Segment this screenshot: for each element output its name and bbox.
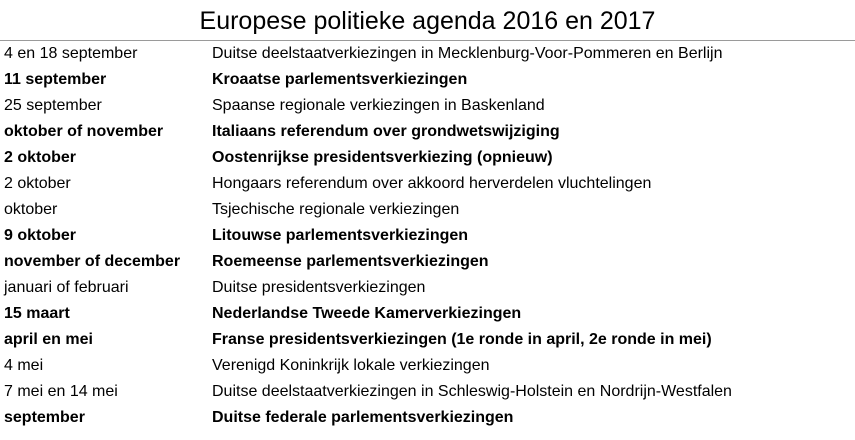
event-description: Franse presidentsverkiezingen (1e ronde in april, 2e ronde in mei) [212, 331, 712, 348]
table-row [0, 327, 855, 353]
table-row [0, 93, 855, 119]
table-row [0, 197, 855, 223]
event-description: Nederlandse Tweede Kamerverkiezingen [212, 305, 522, 322]
event-description: Spaanse regionale verkiezingen in Baskenland [212, 97, 545, 114]
event-date: 25 september [4, 97, 102, 114]
event-date: september [4, 409, 85, 426]
event-description: Litouwse parlementsverkiezingen [212, 227, 469, 244]
page-title: Europese politieke agenda 2016 en 2017 [199, 7, 656, 35]
table-row [0, 405, 855, 431]
event-date: 2 oktober [4, 149, 77, 166]
event-description: Duitse deelstaatverkiezingen in Schleswig-Holstein en Nordrijn-Westfalen [212, 383, 732, 400]
event-date: 4 mei [4, 357, 44, 374]
event-date: 2 oktober [4, 175, 71, 192]
table-row [0, 119, 855, 145]
event-date: 4 en 18 september [4, 45, 138, 62]
event-date: 11 september [4, 71, 107, 88]
table-row [0, 275, 855, 301]
table-row [0, 353, 855, 379]
event-description: Duitse federale parlementsverkiezingen [212, 409, 514, 426]
table-row [0, 145, 855, 171]
event-description: Oostenrijkse presidentsverkiezing (opnieuw) [212, 149, 553, 166]
table-row [0, 301, 855, 327]
event-date: 9 oktober [4, 227, 77, 244]
table-row [0, 171, 855, 197]
table-row [0, 41, 855, 67]
event-date: 7 mei en 14 mei [4, 383, 118, 400]
table-row [0, 249, 855, 275]
event-description: Duitse presidentsverkiezingen [212, 279, 426, 296]
event-date: november of december [4, 253, 181, 270]
agenda-table-body [0, 41, 855, 431]
table-row [0, 223, 855, 249]
event-description: Duitse deelstaatverkiezingen in Mecklenburg-Voor-Pommeren en Berlijn [212, 45, 723, 62]
event-date: april en mei [4, 331, 93, 348]
event-description: Italiaans referendum over grondwetswijziging [212, 123, 560, 140]
event-date: 15 maart [4, 305, 70, 322]
event-date: oktober of november [4, 123, 164, 140]
event-description: Kroaatse parlementsverkiezingen [212, 71, 468, 88]
event-date: januari of februari [4, 279, 129, 296]
event-description: Tsjechische regionale verkiezingen [212, 201, 460, 218]
event-description: Verenigd Koninkrijk lokale verkiezingen [212, 357, 490, 374]
table-row [0, 379, 855, 405]
event-description: Hongaars referendum over akkoord herverdelen vluchtelingen [212, 175, 652, 192]
table-row [0, 67, 855, 93]
event-description: Roemeense parlementsverkiezingen [212, 253, 489, 270]
event-date: oktober [4, 201, 58, 218]
agenda-table [0, 41, 855, 431]
